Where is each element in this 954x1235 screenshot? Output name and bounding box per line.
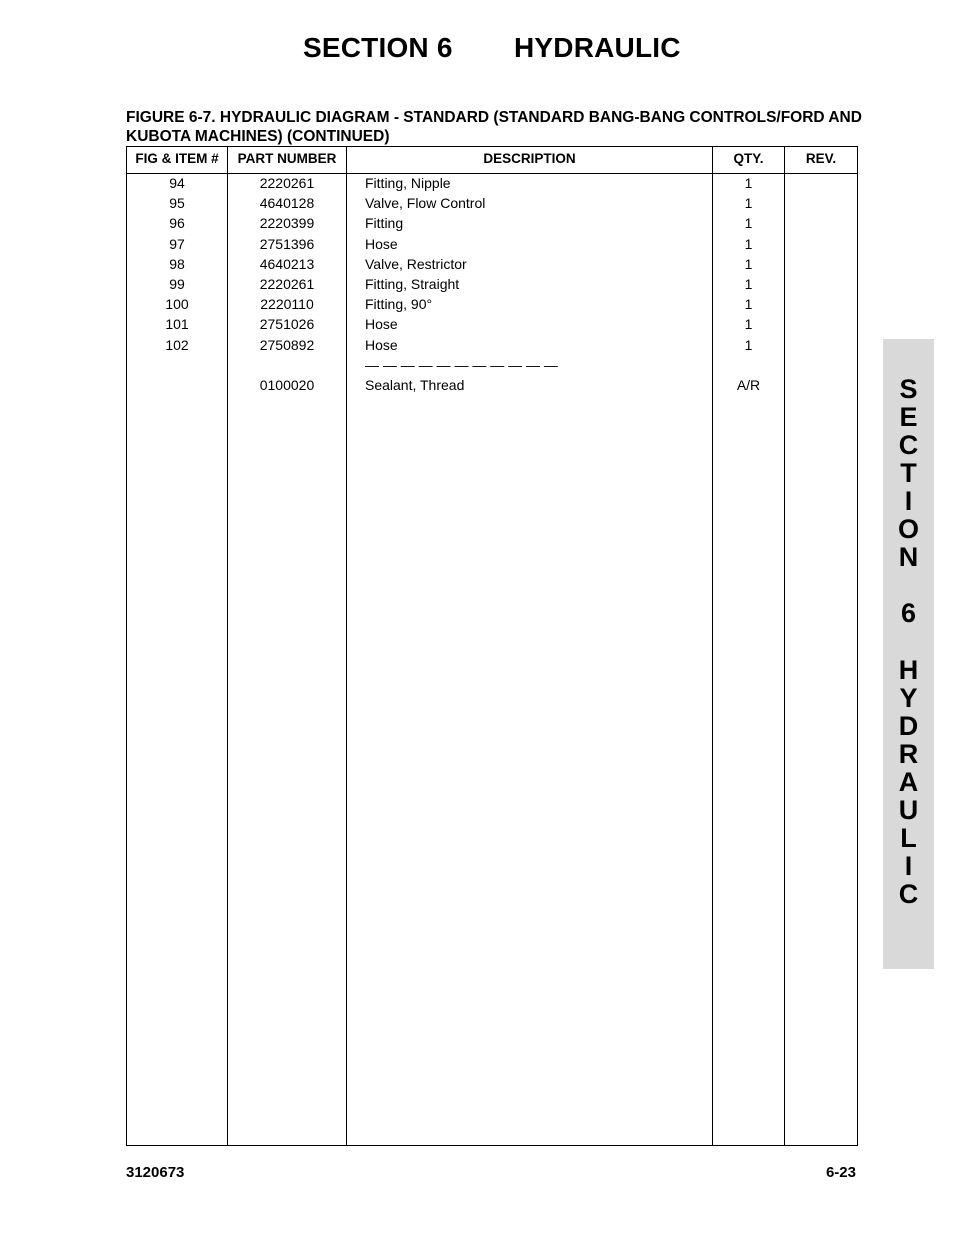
item-number: 94 xyxy=(169,175,185,191)
header-rev: REV. xyxy=(805,151,837,166)
table-row xyxy=(127,295,857,315)
quantity: 1 xyxy=(744,175,753,191)
item-number: 101 xyxy=(165,316,189,333)
side-tab-letter: H xyxy=(898,655,919,685)
side-tab-letter: E xyxy=(899,402,918,432)
header-description: DESCRIPTION xyxy=(483,151,576,166)
quantity: 1 xyxy=(744,235,753,252)
part-number: 2220261 xyxy=(259,175,315,191)
side-tab-letter: S xyxy=(899,374,918,404)
item-number: 100 xyxy=(165,296,189,313)
table-row xyxy=(127,255,857,275)
part-number: 2751396 xyxy=(259,235,315,252)
figure-title: FIGURE 6-7. HYDRAULIC DIAGRAM - STANDARD (STANDARD BANG-BANG CONTROLS/FORD AND KUBOTA MACHINES) (CONTINUED) xyxy=(126,109,862,145)
quantity: 1 xyxy=(744,215,753,232)
part-number: 2220261 xyxy=(259,275,315,292)
item-number: 97 xyxy=(169,235,185,252)
side-tab-letter: C xyxy=(898,430,919,460)
table-body xyxy=(127,174,857,396)
item-number: 95 xyxy=(169,195,185,212)
table-row xyxy=(127,214,857,234)
table-row xyxy=(127,336,857,356)
table-row xyxy=(127,356,857,376)
quantity: 1 xyxy=(744,275,753,292)
section-name: HYDRAULIC xyxy=(514,32,681,63)
side-tab-letter: I xyxy=(904,486,913,516)
table-row xyxy=(127,275,857,295)
parts-table xyxy=(126,146,858,1146)
side-tab-letter: U xyxy=(898,795,919,825)
table-row xyxy=(127,174,857,194)
item-number: 96 xyxy=(169,215,185,232)
separator-dashes: — — — — — — — — — — — xyxy=(365,356,558,373)
description: Fitting xyxy=(365,215,404,232)
header-part-number: PART NUMBER xyxy=(237,151,337,166)
side-tab-letter: A xyxy=(898,767,919,797)
document-number: 3120673 xyxy=(126,1164,185,1181)
description: Valve, Flow Control xyxy=(365,195,486,212)
part-number: 2751026 xyxy=(259,316,315,333)
side-tab-letter: O xyxy=(897,514,919,544)
description: Hose xyxy=(365,235,398,252)
side-tab-letter: R xyxy=(898,739,919,769)
description: Hose xyxy=(365,336,398,353)
table-row xyxy=(127,315,857,335)
table-row xyxy=(127,235,857,255)
quantity: 1 xyxy=(744,316,753,333)
quantity: 1 xyxy=(744,336,753,353)
side-tab-letter: 6 xyxy=(900,598,917,628)
description: Fitting, Nipple xyxy=(365,175,451,191)
side-tab-letter: D xyxy=(898,711,919,741)
quantity: 1 xyxy=(744,255,753,272)
item-number: 99 xyxy=(169,275,185,292)
quantity: 1 xyxy=(744,296,753,313)
quantity: A/R xyxy=(736,376,761,393)
description: Valve, Restrictor xyxy=(365,255,467,272)
item-number: 98 xyxy=(169,255,185,272)
section-number: SECTION 6 xyxy=(303,32,453,63)
description: Sealant, Thread xyxy=(365,376,465,393)
header-qty: QTY. xyxy=(733,151,764,166)
part-number: 2220110 xyxy=(260,296,314,313)
part-number: 2750892 xyxy=(259,336,315,353)
description: Fitting, 90° xyxy=(365,296,433,313)
table-row xyxy=(127,194,857,214)
side-tab-letter: Y xyxy=(899,683,918,713)
table-row xyxy=(127,376,857,396)
part-number: 0100020 xyxy=(259,376,315,393)
side-tab-letter: C xyxy=(898,879,919,909)
header-fig-item: FIG & ITEM # xyxy=(135,151,219,166)
section-side-tab xyxy=(883,339,934,969)
side-tab-letter: I xyxy=(904,851,913,881)
description: Hose xyxy=(365,316,398,333)
item-number: 102 xyxy=(165,336,189,353)
part-number: 4640213 xyxy=(259,255,315,272)
side-tab-letter: T xyxy=(900,458,917,488)
side-tab-letter: L xyxy=(900,823,917,853)
part-number: 2220399 xyxy=(259,215,315,232)
page-number: 6-23 xyxy=(825,1164,856,1181)
side-tab-letter: N xyxy=(898,542,919,572)
part-number: 4640128 xyxy=(259,195,315,212)
description: Fitting, Straight xyxy=(365,275,460,292)
quantity: 1 xyxy=(744,195,753,212)
